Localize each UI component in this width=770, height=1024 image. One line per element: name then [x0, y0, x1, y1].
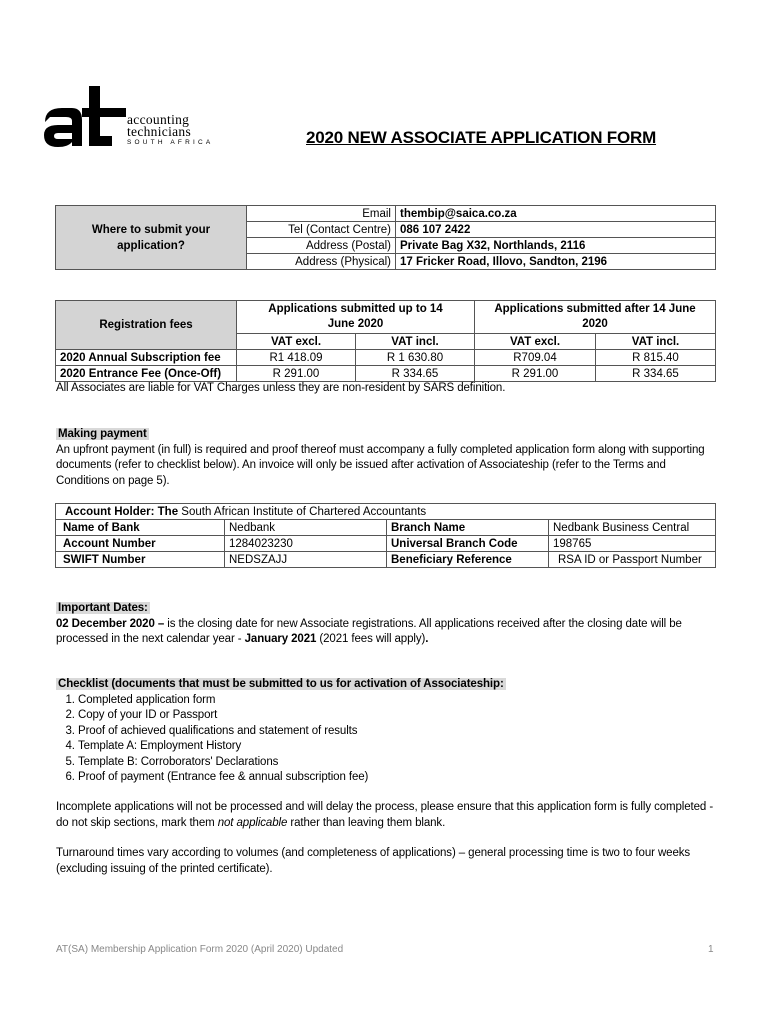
fees-cell: R 291.00: [237, 366, 356, 382]
payment-section: [56, 427, 721, 489]
checklist-section: [56, 677, 721, 786]
incomplete-italic: not applicable: [217, 816, 288, 829]
bank-value: RSA ID or Passport Number: [549, 552, 716, 568]
list-item: 5. Template B: Corroborators' Declarations: [78, 755, 721, 771]
bank-label: Universal Branch Code: [387, 536, 549, 552]
fees-cell: R709.04: [475, 350, 596, 366]
dates-period: .: [425, 633, 429, 645]
dates-text-1: is the closing date for new Associate registrations. All applications received after the closing date will be processed in the next calendar year -: [56, 617, 682, 645]
payment-text: An upfront payment (in full) is required and proof thereof must accompany a fully completed application form along with supporting documents (refer to checklist below). An invoice will only be issued after activation of Associateship (refer to the Terms and Conditions on page 5).: [56, 443, 705, 487]
table-row: [56, 520, 716, 536]
closing-date: 02 December 2020 –: [56, 617, 165, 630]
fees-row-label: 2020 Annual Subscription fee: [56, 350, 237, 366]
turnaround-notice: Turnaround times vary according to volumes (and completeness of applications) – general processing time is two to four weeks (excluding issuing of the printed certificate).: [56, 847, 691, 875]
fees-heading: Registration fees: [56, 301, 237, 350]
registration-fees-table: [55, 300, 716, 382]
fees-cell: R 334.65: [596, 366, 716, 382]
payment-heading: Making payment: [58, 428, 147, 440]
dates-text-2: (2021 fees will apply): [316, 633, 426, 645]
fees-group-after: Applications submitted after 14 June 2020: [475, 301, 716, 334]
fees-group-before: Applications submitted up to 14 June 2020: [237, 301, 475, 334]
table-row: [56, 366, 716, 382]
fees-cell: R 334.65: [356, 366, 475, 382]
dates-heading: Important Dates:: [58, 602, 148, 614]
bank-details-table: [55, 503, 716, 568]
fees-cell: R1 418.09: [237, 350, 356, 366]
at-logo-mark-icon: [42, 84, 127, 156]
submit-info-table: [55, 205, 716, 270]
fees-cell: R 815.40: [596, 350, 716, 366]
submit-label-email: Email: [247, 206, 396, 222]
list-item: 2. Copy of your ID or Passport: [78, 708, 721, 724]
table-row: [56, 536, 716, 552]
bank-value: Nedbank Business Central: [549, 520, 716, 536]
submit-label-physical: Address (Physical): [247, 254, 396, 270]
account-holder-value: South African Institute of Chartered Accountants: [181, 505, 427, 518]
bank-value: 1284023230: [225, 536, 387, 552]
footer-text: AT(SA) Membership Application Form 2020 (April 2020) Updated: [56, 944, 344, 955]
fees-row-label: 2020 Entrance Fee (Once-Off): [56, 366, 237, 382]
fees-col-vat-incl-1: VAT incl.: [356, 334, 475, 350]
bank-value: NEDSZAJJ: [225, 552, 387, 568]
incomplete-text-1: Incomplete applications will not be processed and will delay the process, please ensure that this application form is fully completed - do not skip sections, mark them: [56, 801, 714, 829]
bank-value: 198765: [549, 536, 716, 552]
bank-label: Name of Bank: [56, 520, 225, 536]
submit-value-postal: Private Bag X32, Northlands, 2116: [396, 238, 716, 254]
account-holder-label: Account Holder: The: [65, 505, 179, 518]
table-row: [56, 552, 716, 568]
bank-label: Account Number: [56, 536, 225, 552]
page-number: 1: [708, 944, 714, 955]
fees-cell: R 291.00: [475, 366, 596, 382]
bank-label: Beneficiary Reference: [387, 552, 549, 568]
logo-word-technicians: technicians: [127, 124, 192, 139]
fees-col-vat-excl-1: VAT excl.: [237, 334, 356, 350]
dates-year: January 2021: [244, 633, 317, 645]
submit-value-tel: 086 107 2422: [396, 222, 716, 238]
checklist: [56, 693, 721, 786]
fees-col-vat-incl-2: VAT incl.: [596, 334, 716, 350]
vat-note: All Associates are liable for VAT Charges unless they are non-resident by SARS definition.: [56, 382, 506, 394]
list-item: 4. Template A: Employment History: [78, 739, 721, 755]
dates-section: [56, 601, 721, 648]
incomplete-notice: [56, 800, 721, 831]
bank-label: Branch Name: [387, 520, 549, 536]
bank-value: Nedbank: [225, 520, 387, 536]
page-title: 2020 NEW ASSOCIATE APPLICATION FORM: [306, 128, 657, 147]
logo-word-accounting: accounting: [127, 112, 190, 127]
bank-label: SWIFT Number: [56, 552, 225, 568]
fees-col-vat-excl-2: VAT excl.: [475, 334, 596, 350]
submit-label-postal: Address (Postal): [247, 238, 396, 254]
logo-word-south-africa: SOUTH AFRICA: [127, 139, 214, 146]
checklist-heading: Checklist (documents that must be submitted to us for activation of Associateship:: [58, 678, 504, 690]
submit-value-physical: 17 Fricker Road, Illovo, Sandton, 2196: [396, 254, 716, 270]
submit-heading: Where to submit your application?: [56, 206, 247, 270]
fees-cell: R 1 630.80: [356, 350, 475, 366]
table-row: [56, 350, 716, 366]
list-item: 6. Proof of payment (Entrance fee & annual subscription fee): [78, 770, 721, 786]
list-item: 1. Completed application form: [78, 693, 721, 709]
incomplete-text-2: rather than leaving them blank.: [287, 816, 446, 829]
list-item: 3. Proof of achieved qualifications and statement of results: [78, 724, 721, 740]
submit-label-tel: Tel (Contact Centre): [247, 222, 396, 238]
submit-value-email: thembip@saica.co.za: [396, 206, 716, 222]
